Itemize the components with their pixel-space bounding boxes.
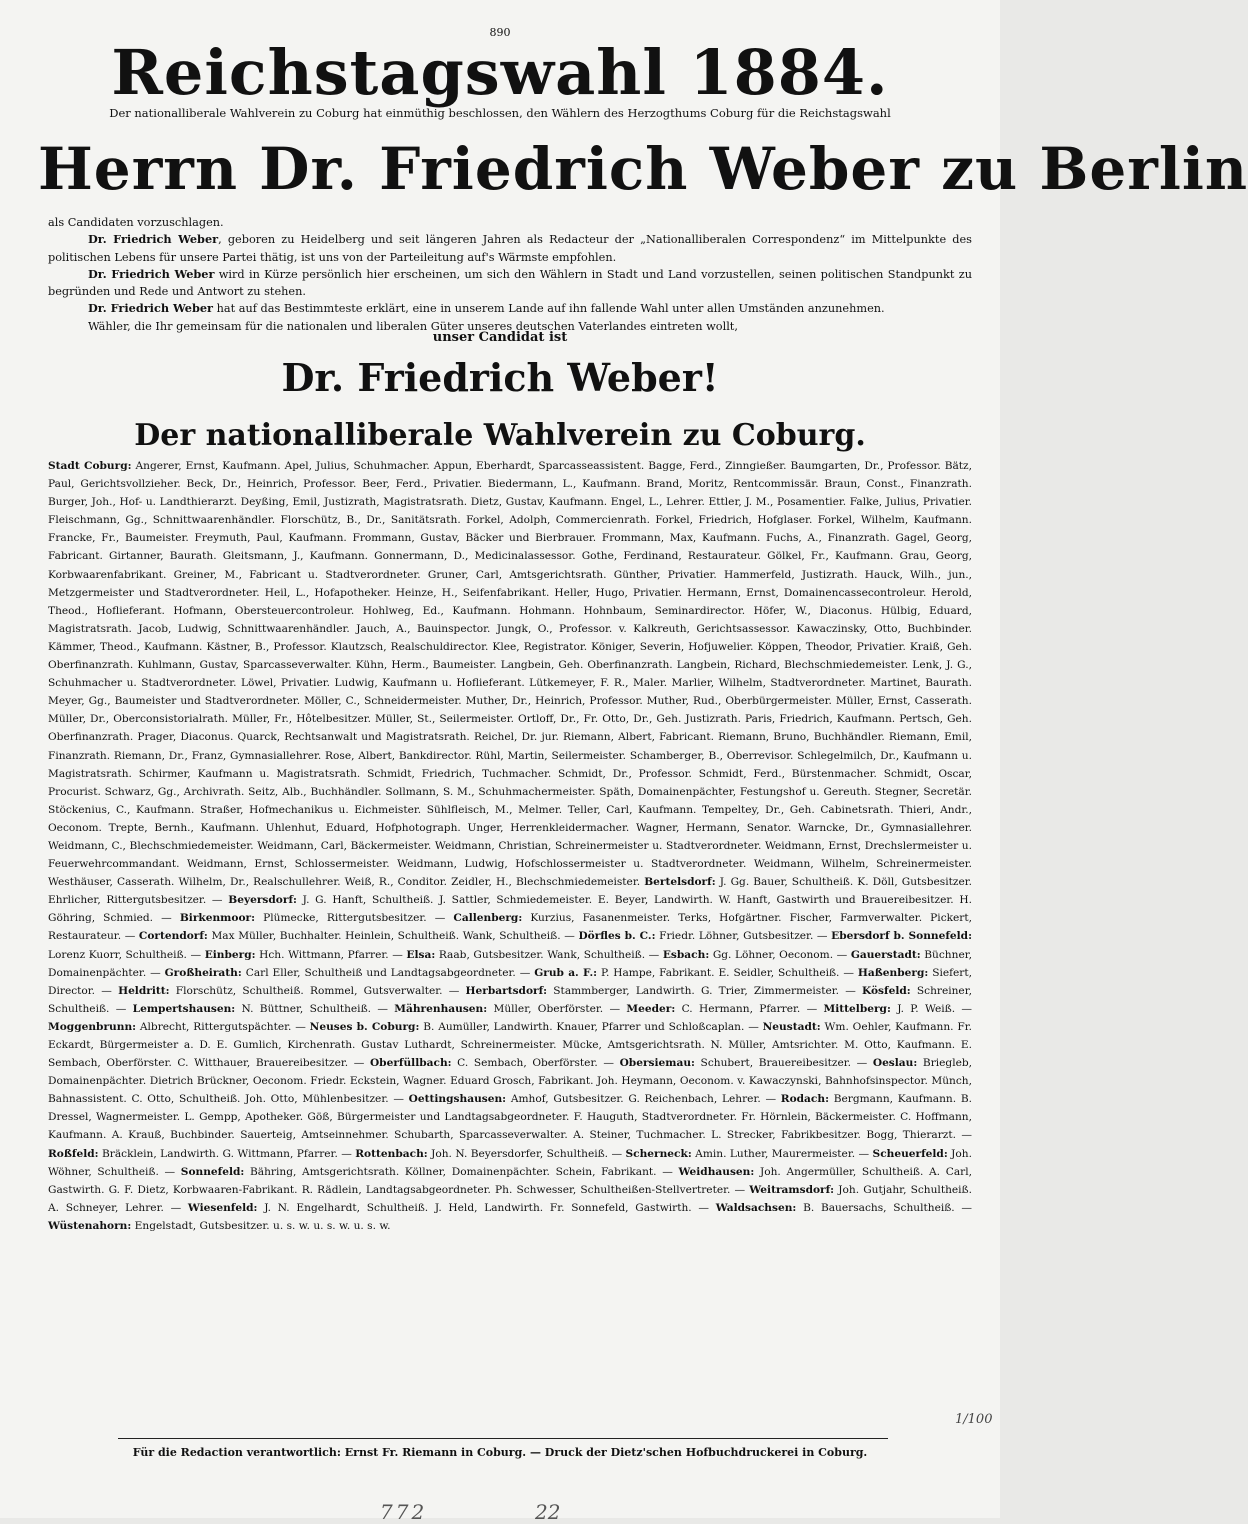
- place-label: Oeslau:: [872, 1057, 918, 1070]
- paragraph-1: [48, 231, 972, 266]
- member-names: Schreiner, Schultheiß. —: [48, 984, 972, 1015]
- printer-footer: Für die Redaction verantwortlich: Ernst Fr. Riemann in Coburg. — Druck der Dietz'schen Hofbuchdruckerei in Coburg.: [132, 1446, 868, 1459]
- place-label: Sonnefeld:: [180, 1165, 245, 1178]
- member-names: N. Büttner, Schultheiß. —: [235, 1002, 395, 1015]
- place-label: Esbach:: [662, 948, 710, 961]
- member-names: Joh. Wöhner, Schultheiß. —: [48, 1147, 973, 1178]
- place-label: Callenberg:: [453, 912, 523, 925]
- place-label: Weidhausen:: [678, 1165, 755, 1178]
- member-names: Kurzius, Fasanenmeister. Terks, Hofgärtner. Fischer, Farmverwalter. Pickert, Restaurateur. —: [48, 912, 973, 943]
- member-names: Joh. Angermüller, Schultheiß. A. Carl, Gastwirth. G. F. Dietz, Korbwaaren-Fabrikant. R. Rädlein, Landtagsabgeordneter. Ph. Schwesser, Schultheißen-Stellvertreter. —: [48, 1165, 972, 1196]
- member-names: Lorenz Kuorr, Schultheiß. —: [48, 948, 205, 961]
- place-label: Haßenberg:: [857, 966, 929, 979]
- member-names: J. Gg. Bauer, Schultheiß. K. Döll, Gutsbesitzer. Ehrlicher, Rittergutsbesitzer. —: [48, 876, 972, 907]
- place-label: Rottenbach:: [355, 1147, 428, 1160]
- place-label: Grub a. F.:: [534, 966, 598, 979]
- member-names: Siefert, Director. —: [48, 966, 972, 997]
- place-label: Birkenmoor:: [179, 912, 256, 925]
- place-label: Neuses b. Coburg:: [309, 1020, 420, 1033]
- place-label: Neustadt:: [762, 1020, 821, 1033]
- place-label: Wiesenfeld:: [187, 1201, 258, 1214]
- member-names: Schubert, Brauereibesitzer. —: [694, 1057, 873, 1070]
- place-label: Waldsachsen:: [715, 1201, 797, 1214]
- member-names: J. N. Engelhardt, Schultheiß. J. Held, Landwirth. Fr. Sonnefeld, Gastwirth. —: [257, 1201, 716, 1214]
- member-names: J. G. Hanft, Schultheiß. J. Sattler, Schmiedemeister. E. Beyer, Landwirth. W. Hanft, Gastwirth und Brauereibesitzer. H. Göhring, Schmied. —: [48, 894, 972, 925]
- candidate-heading: Herrn Dr. Friedrich Weber zu Berlin: [38, 135, 1248, 203]
- paragraph-0: als Candidaten vorzuschlagen.: [48, 216, 224, 229]
- member-names: Bräcklein, Landwirth. G. Wittmann, Pfarrer. —: [98, 1147, 356, 1160]
- member-names: Carl Eller, Schultheiß und Landtagsabgeordneter. —: [241, 966, 535, 979]
- place-label: Weitramsdorf:: [749, 1183, 835, 1196]
- place-label: Elsa:: [406, 948, 436, 961]
- place-label: Scherneck:: [625, 1147, 692, 1160]
- candidate-name: Dr. Friedrich Weber: [88, 301, 213, 316]
- member-names: B. Bauersachs, Schultheiß. —: [796, 1201, 972, 1214]
- member-names: Engelstadt, Gutsbesitzer. u. s. w. u. s. w. u. s. w.: [131, 1219, 391, 1232]
- member-names: Bähring, Amtsgerichtsrath. Köllner, Domainenpächter. Schein, Fabrikant. —: [244, 1165, 679, 1178]
- member-names: Joh. Gutjahr, Schultheiß. A. Schneyer, Lehrer. —: [48, 1183, 972, 1214]
- member-names: C. Hermann, Pfarrer. —: [675, 1002, 824, 1015]
- member-names: Wm. Oehler, Kaufmann. Fr. Eckardt, Bürgermeister a. D. E. Gumlich, Kirchenrath. Gustav Luthardt, Schreinermeister. Mücke, Amtsgerichtsrath. N. Müller, Amtsrichter. M. Otto, Kaufmann. E. Sembach, Oberförster. C. Witthauer, Brauereibesitzer. —: [48, 1020, 972, 1070]
- place-label: Moggenbrunn:: [48, 1020, 137, 1033]
- footer-divider: [118, 1438, 888, 1439]
- member-names: Amhof, Gutsbesitzer. G. Reichenbach, Lehrer. —: [506, 1093, 781, 1106]
- place-label: Heldritt:: [118, 984, 170, 997]
- member-names: Raab, Gutsbesitzer. Wank, Schultheiß. —: [435, 948, 663, 961]
- page-number: 890: [489, 26, 511, 39]
- member-names: J. P. Weiß. —: [890, 1002, 972, 1015]
- paragraph-3-text: hat auf das Bestimmteste erklärt, eine in unserem Lande auf ihn fallende Wahl unter allen Umständen anzunehmen.: [213, 302, 885, 316]
- member-names: Hch. Wittmann, Pfarrer. —: [255, 948, 407, 961]
- member-names: Bergmann, Kaufmann. B. Dressel, Wagnermeister. L. Gempp, Apotheker. Göß, Bürgermeister und Landtagsabgeordneter. F. Hauguth, Stadtverordneter. Fr. Hörnlein, Bäckermeister. C. Hoffmann, Kaufmann. A. Krauß, Buchbinder. Sauerteig, Amtseinnehmer. Schubarth, Sparcasseverwalter. A. Steiner, Tuchmacher. L. Strecker, Fabrikbesitzer. Bogg, Thierarzt. —: [48, 1093, 972, 1142]
- candidate-label: unser Candidat ist: [432, 330, 568, 345]
- place-label: Rodach:: [780, 1093, 829, 1106]
- place-label: Dörfles b. C.:: [578, 930, 656, 943]
- place-label: Oettingshausen:: [408, 1093, 507, 1106]
- paragraph-2: [48, 266, 972, 301]
- member-names: Joh. N. Beyersdorfer, Schultheiß. —: [427, 1147, 626, 1160]
- place-label: Scheuerfeld:: [872, 1147, 948, 1160]
- candidate-name: Dr. Friedrich Weber: [88, 266, 215, 281]
- intro-text: Der nationalliberale Wahlverein zu Coburg hat einmüthig beschlossen, den Wählern des Herzogthums Coburg für die Reichstagswahl: [109, 106, 891, 120]
- member-names: Plümecke, Rittergutsbesitzer. —: [255, 912, 454, 925]
- place-label: Kösfeld:: [862, 984, 911, 997]
- association-heading: Der nationalliberale Wahlverein zu Coburg.: [134, 418, 866, 453]
- member-names: C. Sembach, Oberförster. —: [451, 1057, 620, 1070]
- place-label: Herbartsdorf:: [465, 984, 548, 997]
- place-label: Roßfeld:: [48, 1147, 99, 1160]
- archive-number-stamp-2: 22: [535, 1500, 561, 1524]
- place-label: Mährenhausen:: [394, 1002, 488, 1015]
- member-names: Büchner, Domainenpächter. —: [48, 948, 972, 979]
- place-label: Ebersdorf b. Sonnefeld:: [831, 930, 972, 943]
- paragraph-2-text: wird in Kürze persönlich hier erscheinen, um sich den Wählern in Stadt und Land vorzustellen, seinen politischen Standpunkt zu begründen und Rede und Antwort zu stehen.: [48, 267, 972, 299]
- member-names: B. Aumüller, Landwirth. Knauer, Pfarrer und Schloßcaplan. —: [419, 1020, 763, 1033]
- member-names: Angerer, Ernst, Kaufmann. Apel, Julius, Schuhmacher. Appun, Eberhardt, Sparcasseassistent. Bagge, Ferd., Zinngießer. Baumgarten, Dr., Professor. Bätz, Paul, Gerichtsvollzieher. Beck, Dr., Heinrich, Professor. Beer, Ferd., Privatier. Biedermann, L., Kaufmann. Brand, Moritz, Rentcommissär. Braun, Const., Finanzrath. Burger, Joh., Hof- u. Landthierarzt. Deyßing, Emil, Justizrath, Magistratsrath. Dietz, Gustav, Kaufmann. Engel, L., Lehrer. Ettler, J. M., Posamentier. Falke, Julius, Privatier. Fleischmann, Gg., Schnittwaarenhändler. Florschütz, B., Dr., Sanitätsrath. Forkel, Adolph, Commercienrath. Forkel, Friedrich, Hofglaser. Forkel, Wilhelm, Kaufmann. Francke, Fr., Baumeister. Freymuth, Paul, Kaufmann. Frommann, Gustav, Bäcker und Bierbrauer. Frommann, Max, Kaufmann. Fuchs, A., Finanzrath. Gagel, Georg, Fabricant. Girtanner, Baurath. Gleitsmann, J., Kaufmann. Gonnermann, D., Medicinalassessor. Gothe, Ferdinand, Restaurateur. Gölkel, Fr., Kaufmann. Grau, Georg, Korbwaarenfabrikant. Greiner, M., Fabricant u. Stadtverordneter. Gruner, Carl, Amtsgerichtsrath. Günther, Privatier. Hammerfeld, Justizrath. Hauck, Wilh., jun., Metzgermeister und Stadtverordneter. Heil, L., Hofapotheker. Heinze, H., Seifenfabrikant. Heller, Hugo, Privatier. Hermann, Ernst, Domainencassecontroleur. Herold, Theod., Hoflieferant. Hofmann, Obersteuercontroleur. Hohlweg, Ed., Kaufmann. Hohmann. Hohnbaum, Seminardirector. Höfer, W., Diaconus. Hülbig, Eduard, Magistratsrath. Jacob, Ludwig, Schnittwaarenhändler. Jauch, A., Bauinspector. Jungk, O., Professor. v. Kalkreuth, Gerichtsassessor. Kawaczinsky, Otto, Buchbinder. Kämmer, Theod., Kaufmann. Kästner, B., Professor. Klautzsch, Realschuldirector. Klee, Registrator. Königer, Severin, Hofjuwelier. Köppen, Theodor, Privatier. Kraiß, Geh. Oberfinanzrath. Kuhlmann, Gustav, Sparcasseverwalter. Kühn, Herm., Baumeister. Langbein, Geh. Oberfinanzrath. Langbein, Richard, Blechschmiedemeister. Lenk, J. G., Schuhmacher u. Stadtverordneter. Löwel, Privatier. Ludwig, Kaufmann u. Hoflieferant. Lütkemeyer, F. R., Maler. Marlier, Wilhelm, Stadtverordneter. Martinet, Baurath. Meyer, Gg., Baumeister und Stadtverordneter. Möller, C., Schneidermeister. Muther, Dr., Heinrich, Professor. Muther, Rud., Oberbürgermeister. Müller, Ernst, Casserath. Müller, Dr., Oberconsistorialrath. Müller, Fr., Hôtelbesitzer. Müller, St., Seilermeister. Ortloff, Dr., Fr. Otto, Dr., Geh. Justizrath. Paris, Friedrich, Kaufmann. Pertsch, Geh. Oberfinanzrath. Prager, Diaconus. Quarck, Rechtsanwalt und Magistratsrath. Reichel, Dr. jur. Riemann, Albert, Fabricant. Riemann, Bruno, Buchhändler. Riemann, Emil, Finanzrath. Riemann, Dr., Franz, Gymnasiallehrer. Rose, Albert, Bankdirector. Rühl, Martin, Seilermeister. Schamberger, B., Oberrevisor. Schlegelmilch, Dr., Kaufmann u. Magistratsrath. Schirmer, Kaufmann u. Magistratsrath. Schmidt, Friedrich, Tuchmacher. Schmidt, Dr., Professor. Schmidt, Ferd., Bürstenmacher. Schmidt, Oscar, Procurist. Schwarz, Gg., Archivrath. Seitz, Alb., Buchhändler. Sollmann, S. M., Schuhmachermeister. Späth, Domainenpächter, Festungshof u. Gereuth. Stegner, Secretär. Stöckenius, C., Kaufmann. Straßer, Hofmechanikus u. Eichmeister. Sühlfleisch, M., Melmer. Teller, Carl, Kaufmann. Tempeltey, Dr., Geh. Cabinetsrath. Thieri, Andr., Oeconom. Trepte, Bernh., Kaufmann. Uhlenhut, Eduard, Hofphotograph. Unger, Herrenkleidermacher. Wagner, Hermann, Senator. Warncke, Dr., Gymnasiallehrer. Weidmann, C., Blechschmiedemeister. Weidmann, Carl, Bäckermeister. Weidmann, Christian, Schreinermeister u. Stadtverordneter. Weidmann, Ernst, Drechslermeister u. Feuerwehrcommandant. Weidmann, Ernst, Schlossermeister. Weidmann, Ludwig, Hofschlossermeister u. Stadtverordneter. Weidmann, Wilhelm, Schreinermeister. Westhäuser, Casserath. Wilhelm, Dr., Realschullehrer. Weiß, R., Conditor. Zeidler, H., Blechschmiedemeister.: [48, 460, 972, 889]
- member-names: Brieglеb, Domainenpächter. Dietrich Brückner, Oeconom. Friedr. Eckstein, Wagner. Eduard Grosch, Fabrikant. Joh. Heymann, Oeconom. v. Kawaczynski, Bahnhofsinspector. Münch, Bahnassistent. C. Otto, Schultheiß. Joh. Otto, Mühlenbesitzer. —: [48, 1057, 972, 1106]
- member-names: Max Müller, Buchhalter. Heinlein, Schultheiß. Wank, Schultheiß. —: [207, 930, 579, 943]
- member-names: Florschütz, Schultheiß. Rommel, Gutsverwalter. —: [169, 984, 466, 997]
- member-names: Amin. Luther, Maurermeister. —: [691, 1147, 873, 1160]
- paragraph-4: Wähler, die Ihr gemeinsam für die nationalen und liberalen Güter unseres deutschen Vaterlandes eintreten wollt,: [88, 319, 738, 333]
- member-names: P. Hampe, Fabrikant. E. Seidler, Schultheiß. —: [597, 966, 858, 979]
- place-label: Oberfüllbach:: [369, 1057, 452, 1070]
- candidate-name: Dr. Friedrich Weber: [88, 232, 219, 247]
- member-names: Albrecht, Rittergutspächter. —: [136, 1020, 310, 1033]
- paragraph-1-text: , geboren zu Heidelberg und seit längeren Jahren als Redacteur der „Nationalliberalen Correspondenz“ im Mittelpunkte des politischen Lebens für unsere Partei thätig, ist uns von der Parteileitung auf's Wärmste empfohlen.: [48, 233, 972, 264]
- member-names: Müller, Oberförster. —: [487, 1002, 627, 1015]
- place-label: Bertelsdorf:: [644, 876, 716, 889]
- place-label: Wüstenahorn:: [48, 1219, 132, 1232]
- place-label: Obersiemau:: [619, 1057, 695, 1070]
- place-label: Großheirath:: [164, 966, 242, 979]
- place-label: Beyersdorf:: [228, 894, 297, 907]
- poster-title: Reichstagswahl 1884.: [111, 36, 889, 109]
- place-label: Cortendorf:: [138, 930, 208, 943]
- archive-number-stamp: 772: [380, 1500, 428, 1524]
- margin-note: 1/100: [955, 1412, 993, 1427]
- place-label: Einberg:: [204, 948, 256, 961]
- announcement-paragraphs: [48, 214, 972, 335]
- member-names: Stammberger, Landwirth. G. Trier, Zimmermeister. —: [547, 984, 863, 997]
- paragraph-3: [48, 300, 972, 317]
- place-label: Lempertshausen:: [132, 1002, 236, 1015]
- place-label: Mittelberg:: [823, 1002, 891, 1015]
- candidate-name-large: Dr. Friedrich Weber!: [281, 355, 719, 400]
- place-label: Meeder:: [626, 1002, 676, 1015]
- member-list: [48, 457, 972, 1235]
- place-label: Gauerstadt:: [850, 948, 921, 961]
- member-names: Gg. Löhner, Oeconom. —: [709, 948, 851, 961]
- place-label: Stadt Coburg:: [48, 460, 132, 472]
- member-names: Friedr. Löhner, Gutsbesitzer. —: [655, 930, 832, 943]
- rural-member-list: [48, 876, 972, 1232]
